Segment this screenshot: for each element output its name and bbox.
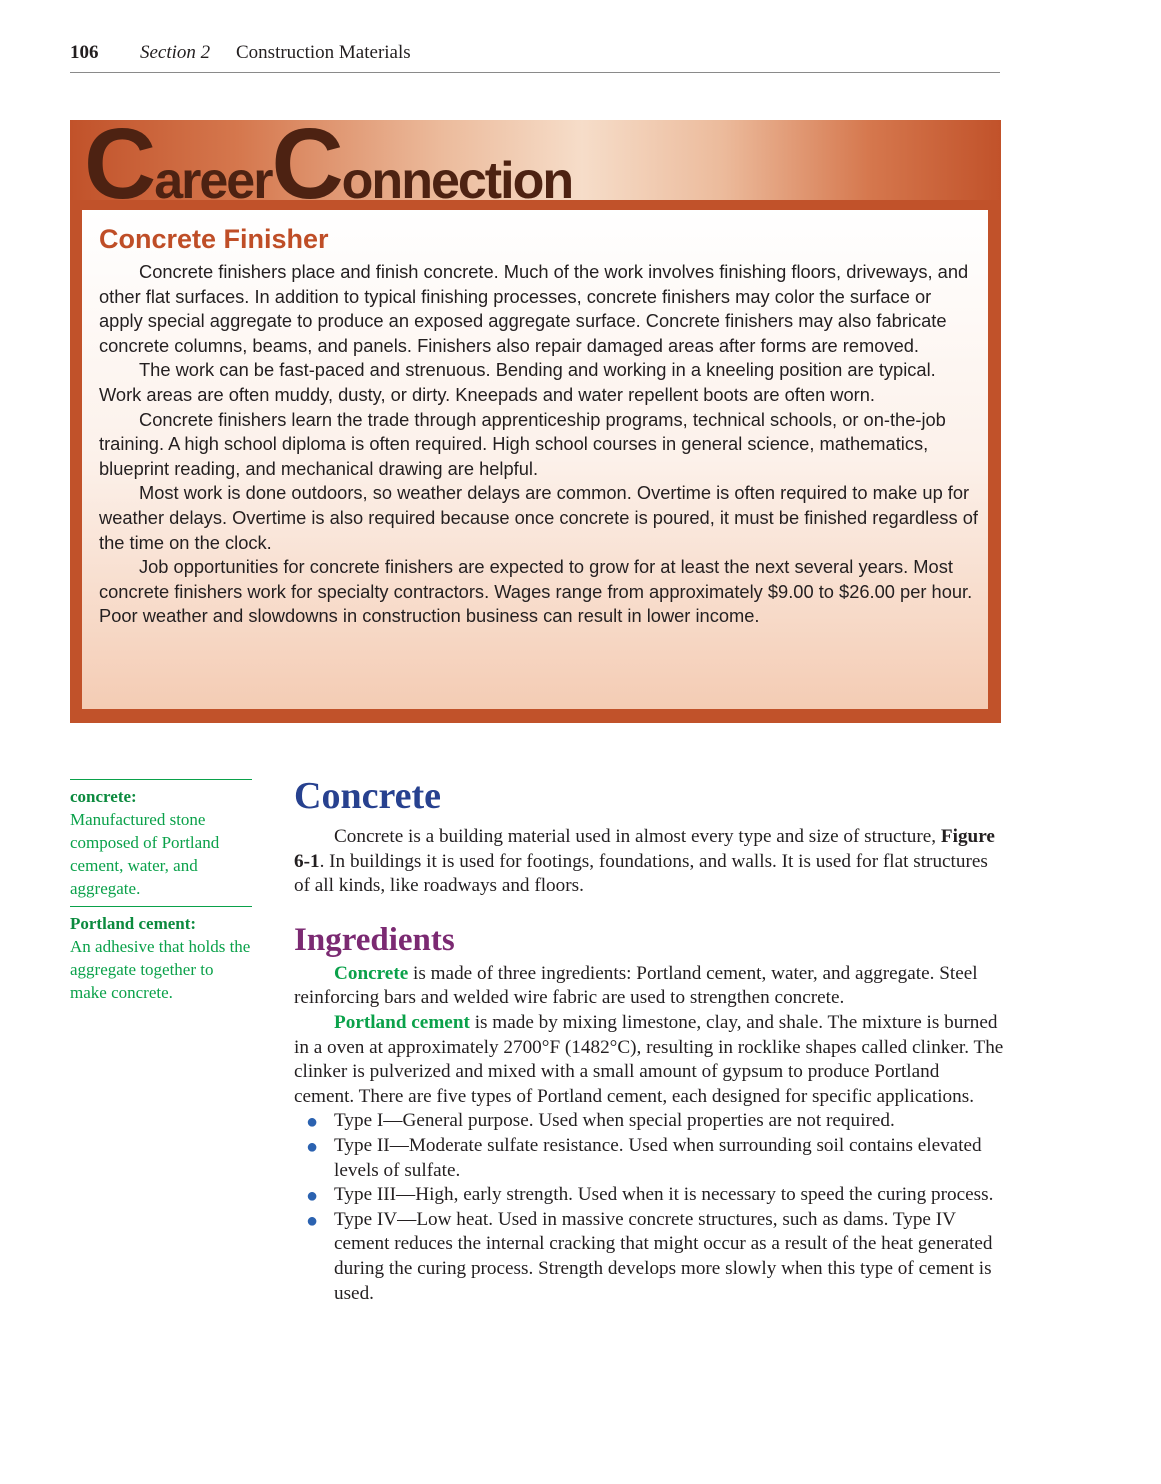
career-paragraph: Concrete finishers place and finish concrete. Much of the work involves finishing floors, driveways, and other flat surfaces. In addition to typical finishing processes, concrete finishers may color the surface or apply special aggregate to produce an exposed aggregate surface. Concrete finishers may also fabricate concrete columns, beams, and panels. Finishers also repair damaged areas after forms are removed. bbox=[99, 261, 969, 356]
career-connection-title: CareerConnection bbox=[84, 120, 573, 200]
career-paragraph: Job opportunities for concrete finishers are expected to grow for at least the next several years. Most concrete finishers work for specialty contractors. Wages range from approximately $9.00 to $26.00 per hour. Poor weather and slowdowns in construction business can result in lower income. bbox=[99, 556, 973, 627]
bullet-icon: ● bbox=[306, 1209, 319, 1232]
section-label: Section 2 bbox=[140, 42, 211, 63]
heading-ingredients: Ingredients bbox=[294, 921, 455, 958]
running-header bbox=[70, 40, 1000, 73]
career-connection-banner bbox=[70, 120, 1001, 200]
glossary-entry bbox=[70, 906, 252, 1004]
glossary-definition: An adhesive that holds the aggregate together to make concrete. bbox=[70, 937, 251, 1002]
list-item: ● Type I—General purpose. Used when special properties are not required. bbox=[306, 1110, 895, 1134]
glossary-term: Portland cement: bbox=[70, 914, 197, 933]
key-term-portland-cement: Portland cement bbox=[334, 1011, 470, 1033]
heading-concrete: Concrete bbox=[294, 775, 442, 817]
margin-glossary bbox=[70, 779, 252, 1010]
ingredients-paragraph: Concrete is made of three ingredients: Portland cement, water, and aggregate. Steel reinforcing bars and welded wire fabric are used to strengthen concrete. bbox=[294, 962, 978, 1009]
list-item: ● Type III—High, early strength. Used when it is necessary to speed the curing process. bbox=[306, 1184, 994, 1208]
list-item: ● Type II—Moderate sulfate resistance. Used when surrounding soil contains elevated levels of sulfate. bbox=[306, 1134, 982, 1181]
list-item: ● Type IV—Low heat. Used in massive concrete structures, such as dams. Type IV cement reduces the internal cracking that might occur as a result of the heat generated during the curing process. Strength develops more slowly when this type of cement is used. bbox=[306, 1208, 993, 1304]
concrete-paragraph: Concrete is a building material used in almost every type and size of structure, Figure 6-1. In buildings it is used for footings, foundations, and walls. It is used for flat structures of all kinds, like roadways and floors. bbox=[294, 826, 995, 897]
cement-types-list bbox=[294, 1109, 1004, 1306]
career-paragraph: The work can be fast-paced and strenuous. Bending and working in a kneeling position are typical. Work areas are often muddy, dusty, or dirty. Kneepads and water repellent boots are often worn. bbox=[99, 359, 936, 405]
main-column bbox=[294, 770, 1004, 1306]
career-body bbox=[99, 260, 979, 629]
career-content-panel bbox=[82, 210, 988, 709]
career-heading: Concrete Finisher bbox=[99, 224, 329, 254]
glossary-term: concrete: bbox=[70, 787, 137, 806]
glossary-entry bbox=[70, 779, 252, 900]
career-paragraph: Most work is done outdoors, so weather delays are common. Overtime is often required to make up for weather delays. Overtime is also required because once concrete is poured, it must be finished regardless of the time on the clock. bbox=[99, 482, 978, 553]
bullet-icon: ● bbox=[306, 1111, 319, 1134]
career-paragraph: Concrete finishers learn the trade through apprenticeship programs, technical schools, or on-the-job training. A high school diploma is often required. High school courses in general science, mathematics, blueprint reading, and mechanical drawing are helpful. bbox=[99, 408, 946, 479]
bullet-icon: ● bbox=[306, 1135, 319, 1158]
figure-reference: Figure 6-1 bbox=[294, 826, 995, 872]
portland-cement-paragraph: Portland cement is made by mixing limestone, clay, and shale. The mixture is burned in a oven at approximately 2700°F (1482°C), resulting in rocklike shapes called clinker. The clinker is pulverized and mixed with a small amount of gypsum to produce Portland cement. There are five types of Portland cement, each designed for specific applications. bbox=[294, 1011, 1004, 1107]
career-connection-box bbox=[70, 120, 1001, 723]
section-title: Construction Materials bbox=[236, 42, 411, 63]
glossary-definition: Manufactured stone composed of Portland cement, water, and aggregate. bbox=[70, 810, 220, 898]
key-term-concrete: Concrete bbox=[334, 962, 409, 984]
bullet-icon: ● bbox=[306, 1185, 319, 1208]
page-number: 106 bbox=[70, 42, 99, 63]
